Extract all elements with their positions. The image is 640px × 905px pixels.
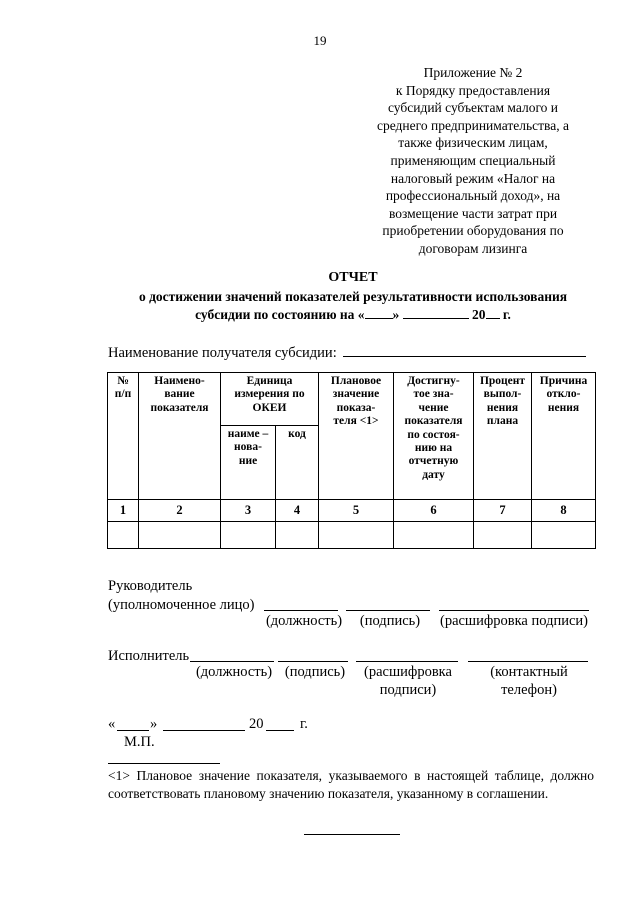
- head-decoding-blank: [439, 610, 589, 611]
- annex-line: возмещение части затрат при: [388, 205, 558, 221]
- footnote-divider: [108, 763, 220, 764]
- column-number: 6: [394, 500, 474, 522]
- date-day-blank: [117, 730, 149, 731]
- annex-line: налоговый режим «Налог на: [390, 170, 556, 186]
- subtitle-mid1: »: [392, 307, 403, 322]
- column-number: 5: [319, 500, 394, 522]
- annex-line: Приложение № 2: [423, 65, 523, 80]
- executor-position-blank: [190, 661, 274, 662]
- subtitle-mid2: 20: [468, 307, 486, 322]
- day-blank: [365, 306, 393, 319]
- head-position-blank: [264, 610, 338, 611]
- column-number: 7: [474, 500, 532, 522]
- table-cell: [139, 522, 221, 549]
- annex-line: к Порядку предоставления: [395, 82, 551, 98]
- column-number: 2: [139, 500, 221, 522]
- table-cell: [474, 522, 532, 549]
- annex-line: также физическим лицам,: [398, 135, 548, 151]
- header-plan: Плановое значение показа- теля <1>: [319, 373, 394, 500]
- executor-label: Исполнитель: [108, 648, 190, 664]
- report-table: [107, 372, 596, 549]
- executor-caption-decoding-2: подписи): [379, 682, 437, 698]
- date-month-blank: [163, 730, 245, 731]
- report-title: ОТЧЕТ: [328, 270, 378, 285]
- stamp-label: М.П.: [124, 734, 155, 750]
- table-cell: [319, 522, 394, 549]
- head-caption-position: (должность): [265, 613, 343, 629]
- executor-caption-phone-2: телефон): [501, 682, 557, 698]
- executor-caption-phone-1: (контактный: [490, 664, 568, 680]
- annex-line: применяющим специальный: [390, 152, 556, 168]
- date-year-suffix: г.: [300, 716, 308, 732]
- executor-phone-blank: [468, 661, 588, 662]
- annex-line: договорам лизинга: [418, 240, 528, 256]
- header-num: № п/п: [108, 373, 139, 500]
- executor-caption-decoding-1: (расшифровка: [364, 664, 452, 680]
- subtitle-suffix: г.: [499, 307, 511, 322]
- head-signature-blank: [346, 610, 430, 611]
- annex-line: субсидий субъектам малого и: [387, 100, 558, 116]
- header-unit-code: код: [276, 426, 319, 500]
- table-cell: [108, 522, 139, 549]
- header-reason: Причина откло- нения: [532, 373, 596, 500]
- table-row: [108, 522, 596, 549]
- executor-caption-signature: (подпись): [284, 664, 346, 680]
- header-unit: Единица измерения по ОКЕИ: [221, 373, 319, 426]
- table-cell: [221, 522, 276, 549]
- recipient-blank: [343, 342, 586, 357]
- column-number-row: [108, 500, 596, 522]
- month-blank: [403, 306, 469, 319]
- table-cell: [276, 522, 319, 549]
- page-number: 19: [313, 33, 327, 48]
- column-number: 8: [532, 500, 596, 522]
- annex-line: приобретении оборудования по: [382, 223, 564, 239]
- header-unit-name: наиме – нова- ние: [221, 426, 276, 500]
- table-cell: [394, 522, 474, 549]
- end-rule: [304, 834, 400, 835]
- executor-decoding-blank: [356, 661, 458, 662]
- column-number: 4: [276, 500, 319, 522]
- table-cell: [532, 522, 596, 549]
- year-blank: [486, 306, 500, 319]
- executor-caption-position: (должность): [195, 664, 273, 680]
- head-sub-label: (уполномоченное лицо): [108, 597, 255, 613]
- header-name: Наимено- вание показателя: [139, 373, 221, 500]
- header-percent: Процент выпол- нения плана: [474, 373, 532, 500]
- annex-line: среднего предпринимательства, а: [377, 117, 569, 133]
- header-achieved: Достигну- тое зна- чение показателя по состоя- нию на отчетную дату: [394, 373, 474, 500]
- date-open-quote: «: [108, 716, 116, 732]
- recipient-row: [108, 342, 586, 362]
- recipient-label: Наименование получателя субсидии:: [108, 345, 337, 361]
- annex-line: профессиональный доход», на: [385, 188, 561, 204]
- head-caption-signature: (подпись): [359, 613, 421, 629]
- report-subtitle-line2: [0, 306, 640, 323]
- head-caption-decoding: (расшифровка подписи): [439, 613, 589, 629]
- date-close-quote: »: [150, 716, 158, 732]
- column-number: 3: [221, 500, 276, 522]
- footnote-text: <1> Плановое значение показателя, указываемого в настоящей таблице, должно соответствовать плановому значению показателя, указанному в соглашении.: [108, 768, 594, 801]
- annex-block: [356, 64, 590, 258]
- head-label: Руководитель: [108, 578, 193, 594]
- subtitle-prefix: субсидии по состоянию на «: [195, 307, 365, 322]
- date-year-blank: [266, 730, 294, 731]
- date-year-prefix: 20: [249, 716, 264, 732]
- column-number: 1: [108, 500, 139, 522]
- executor-signature-blank: [278, 661, 348, 662]
- report-subtitle-line1: о достижении значений показателей результативности использования: [138, 289, 568, 304]
